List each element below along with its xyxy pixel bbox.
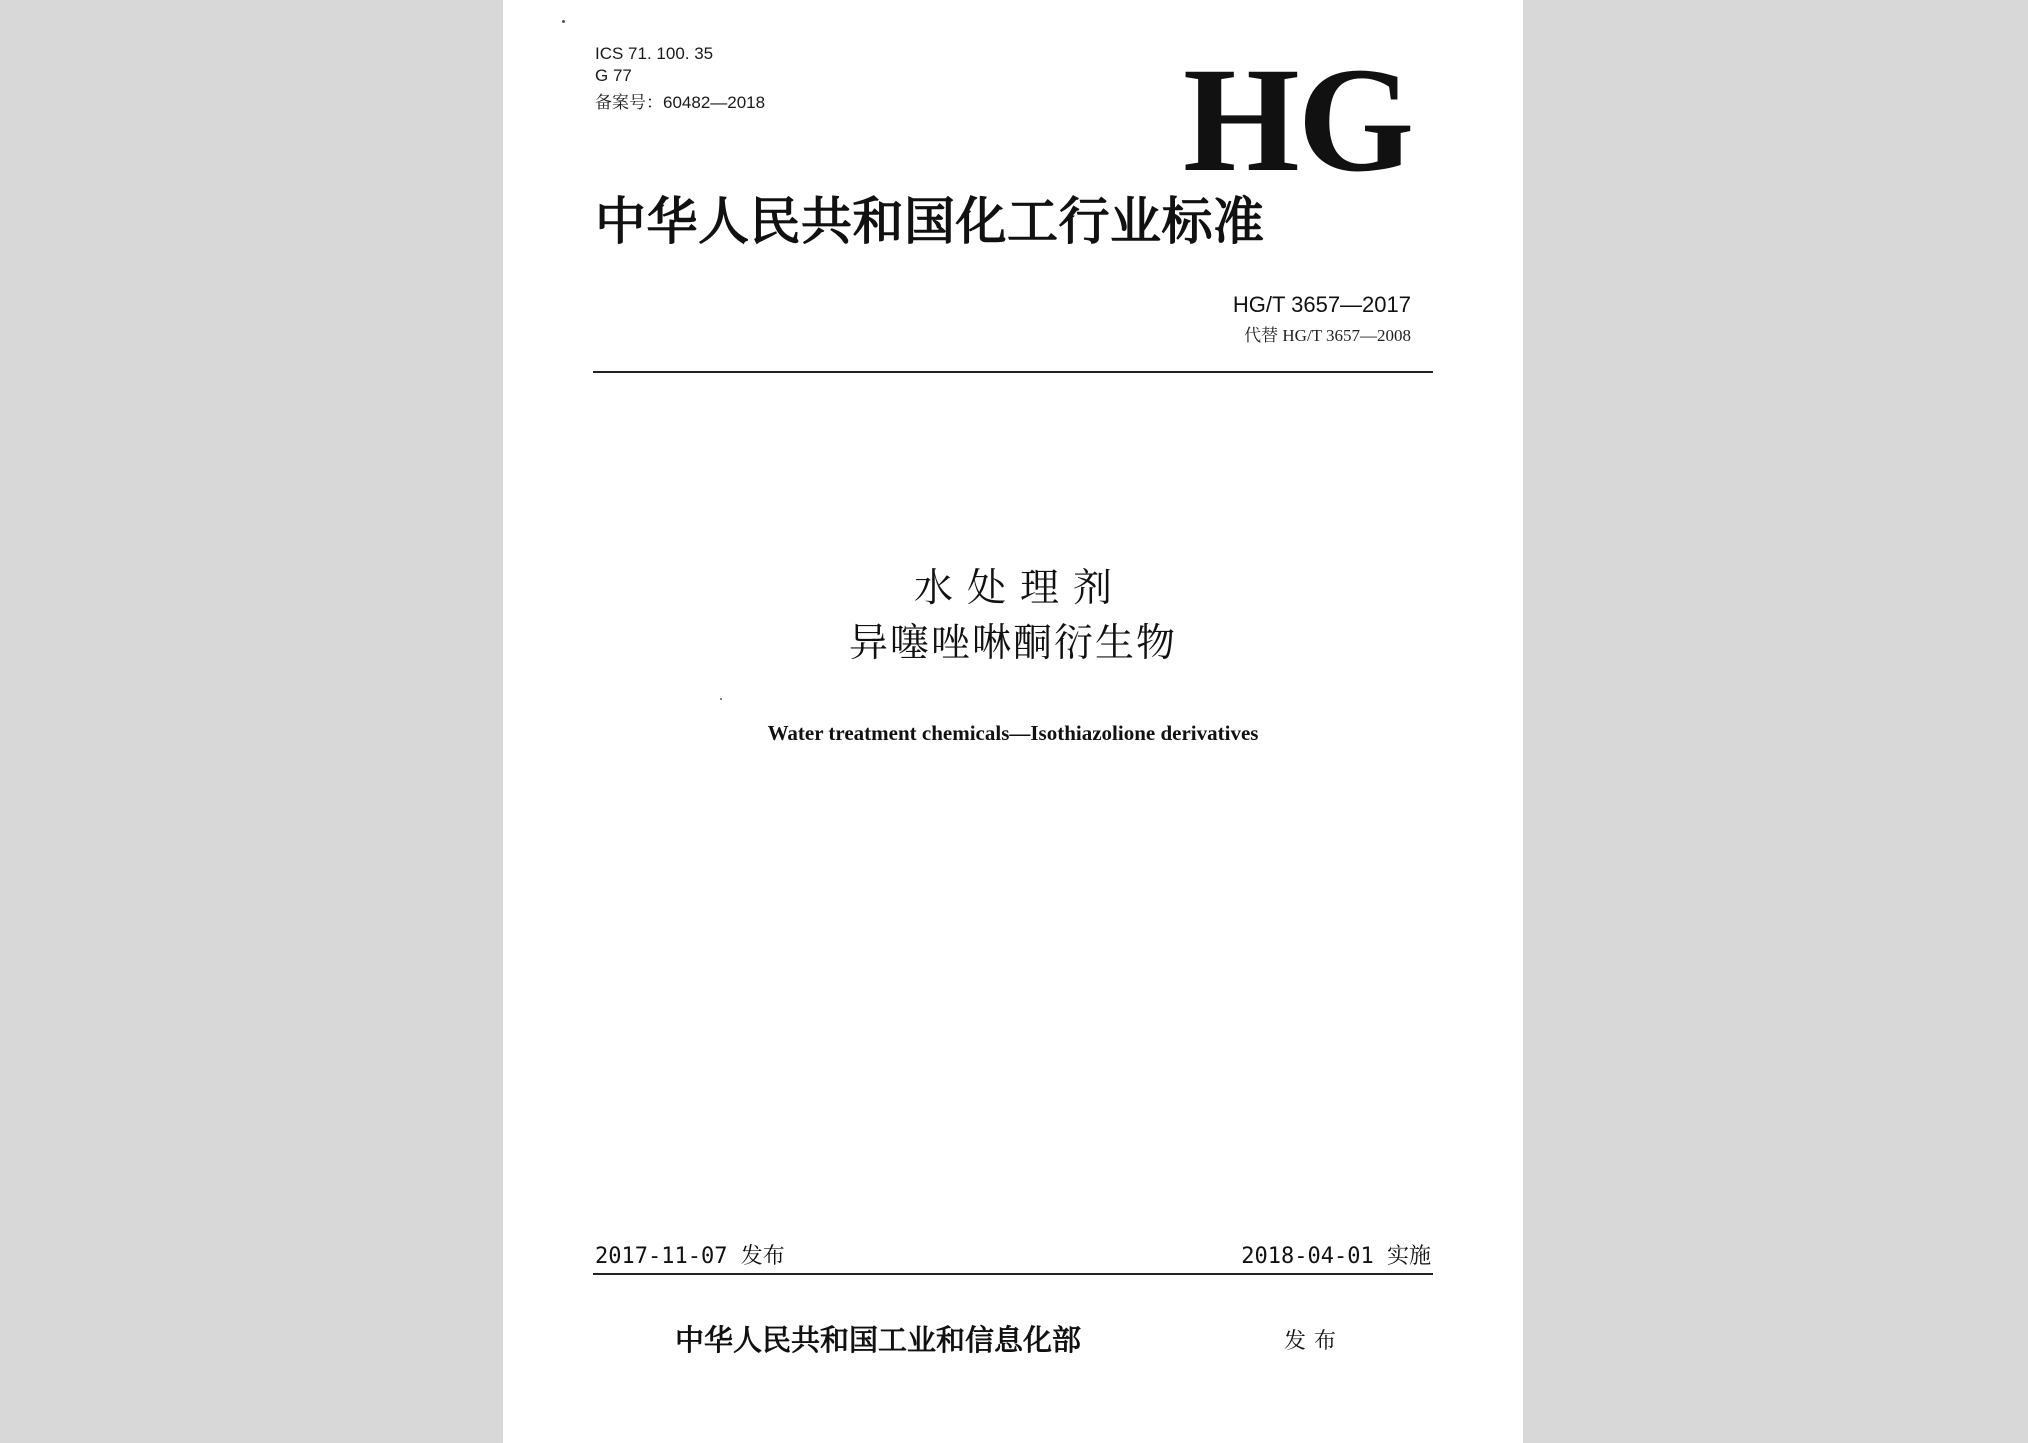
ccs-code: G 77 bbox=[595, 66, 632, 85]
hg-logo: HG bbox=[1183, 37, 1413, 203]
footer-divider bbox=[593, 1273, 1433, 1275]
publisher-name: 中华人民共和国工业和信息化部 bbox=[675, 1323, 1082, 1357]
standard-category-title: 中华人民共和国化工行业标准 bbox=[595, 193, 1265, 252]
replaces-standard: 代替 HG/T 3657—2008 bbox=[1244, 326, 1411, 345]
header-divider bbox=[593, 371, 1433, 373]
scan-speck bbox=[720, 698, 722, 700]
issue-date: 2017-11-07 发布 bbox=[595, 1244, 785, 1269]
scan-speck bbox=[562, 20, 565, 23]
document-title-en: Water treatment chemicals—Isothiazolione derivatives bbox=[767, 721, 1259, 745]
standard-code: HG/T 3657—2017 bbox=[1232, 292, 1411, 317]
publish-label: 发布 bbox=[1284, 1329, 1345, 1354]
ics-code: ICS 71. 100. 35 bbox=[595, 44, 714, 63]
document-page bbox=[503, 0, 1523, 1443]
document-title-cn-line2: 异噻唑啉酮衍生物 bbox=[848, 621, 1177, 666]
effective-date: 2018-04-01 实施 bbox=[1241, 1244, 1431, 1269]
document-title-cn-line1: 水处理剂 bbox=[913, 566, 1126, 611]
record-number: 备案号：60482—2018 bbox=[595, 93, 766, 112]
